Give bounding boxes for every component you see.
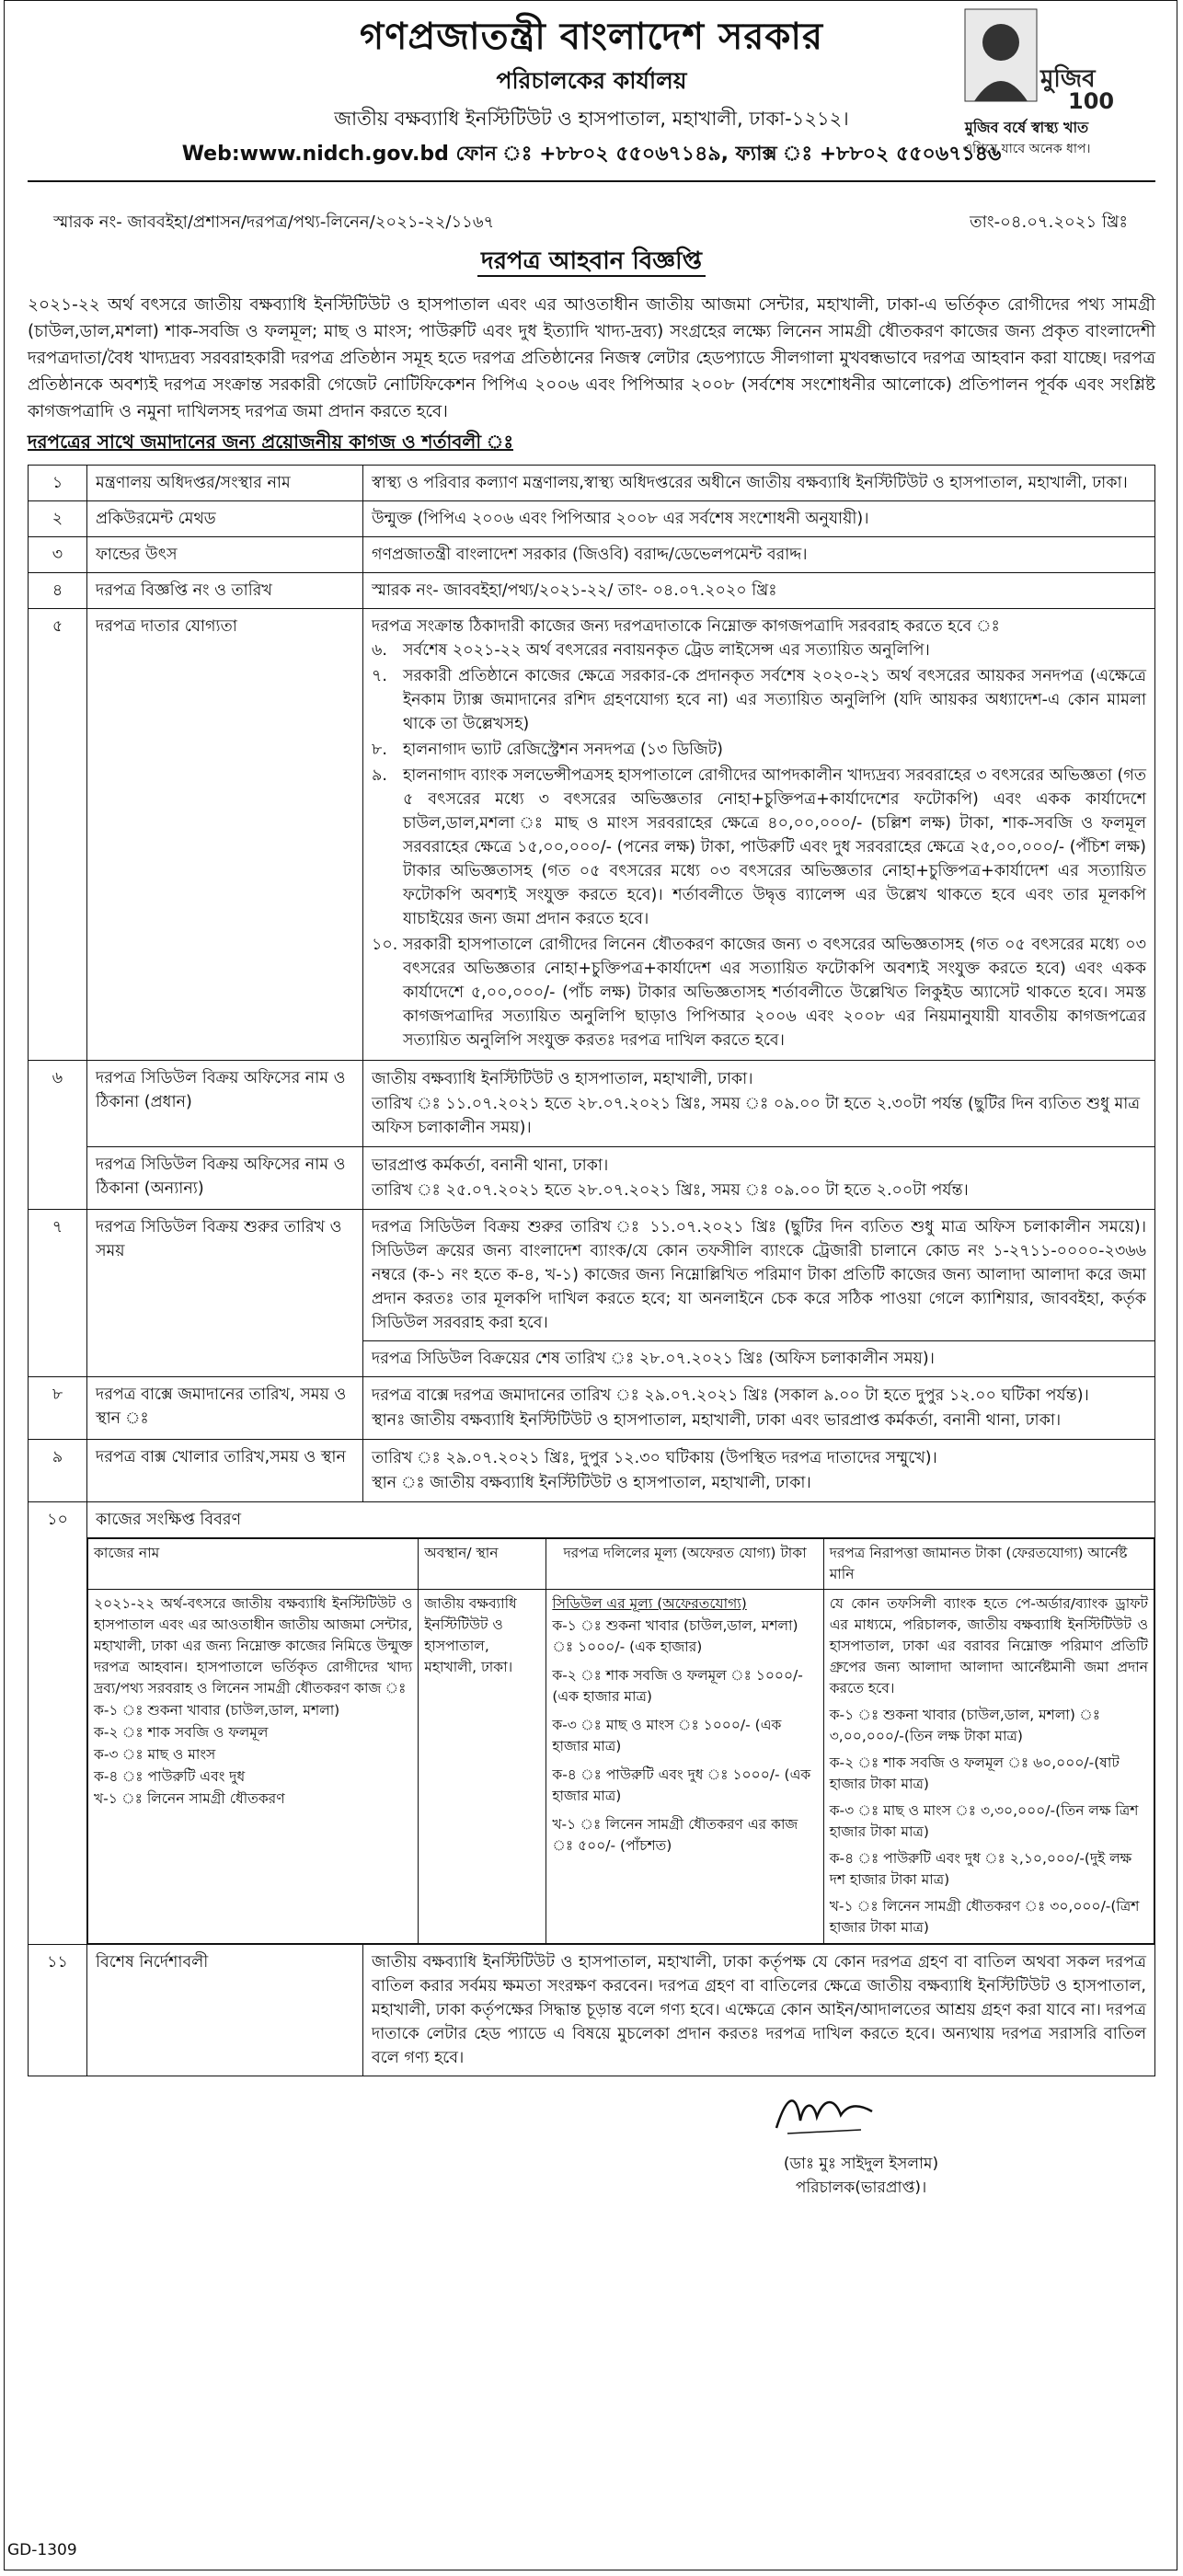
signatory-title: পরিচালক(ভারপ্রাপ্ত)। — [795, 2179, 927, 2197]
item-number: ৯. — [372, 766, 387, 785]
row-serial: ৭ — [29, 1210, 87, 1377]
signature-mark — [769, 2084, 879, 2139]
table-row — [29, 1440, 1155, 1502]
security-item: খ-১ ঃ লিনেন সামগ্রী ধৌতকরণ ঃ ৩০,০০০/-(ত্রিশ হাজার টাকা মাত্র) — [829, 1898, 1140, 1936]
work-intro: ২০২১-২২ অর্থ-বৎসরে জাতীয় বক্ষব্যাধি ইনস্টিটিউট ও হাসপাতাল এবং এর আওতাধীন জাতীয় আজমা সেন্টার, মহাখালী, ঢাকা এর জন্য নিম্নোক্ত কাজের নিমিত্তে উন্মুক্ত দরপত্র আহবান। হাসপাতালে ভর্তিকৃত রোগীদের খাদ্য দ্রব্য/পথ্য সরবরাহ ও লিনেন সামগ্রী ধৌতকরণ কাজ ঃ — [94, 1595, 413, 1696]
submission-date: দরপত্র বাক্সে দরপত্র জমাদানের তারিখ ঃ ২৯.০৭.২০২১ খ্রিঃ (সকাল ৯.০০ টা হতে দুপুর ১২.০০ ঘটিকা পর্যন্ত)। — [372, 1386, 1089, 1405]
item-text: সরকারী হাসপাতালে রোগীদের লিনেন ধৌতকরণ কাজের জন্য ৩ বৎসরের অভিজ্ঞতাসহ (গত ০৫ বৎসরের মধ্যে ০৩ বৎসরের অভিজ্ঞতার নোহা+চুক্তিপত্র+কার্যাদেশ এর সত্যায়িত ফটোকপি অবশ্যই সংযুক্ত করতে হবে) এবং একক কার্যাদেশে ৫,০০,০০০/- (পাঁচ লক্ষ) টাকার অভিজ্ঞতাসহ শর্তাবলীতে উল্লেখিত লিকুইড অ্যাসেট থাকতে হবে। সমস্ত কাগজপত্রাদির সত্যায়িত অনুলিপি ছাড়াও পিপিআর ২০০৬ এবং ২০০৮ এর নিয়মানুযায়ী যাবতীয় কাগজপত্রের সত্যায়িত অনুলিপি সংযুক্ত করতঃ দরপত্র দাখিল করতে হবে। — [403, 936, 1146, 1050]
row-label: দরপত্র বাক্সে জমাদানের তারিখ, সময় ও স্থান ঃ — [87, 1377, 363, 1440]
list-item — [372, 933, 1146, 1052]
row-value — [363, 1061, 1155, 1147]
fee-item: ক-৩ ঃ মাছ ও মাংস ঃ ১০০০/- (এক হাজার মাত্র) — [552, 1717, 782, 1754]
row-value: স্মারক নং- জাববই‌হা/পথ্য/২০২১-২২/ তাং- ০৪.০৭.২০২০ খ্রিঃ — [363, 573, 1155, 609]
row-serial: ১০ — [29, 1502, 87, 1945]
work-item: ক-২ ঃ শাক সবজি ও ফলমূল — [94, 1724, 269, 1741]
table-row — [29, 501, 1155, 537]
sale-time-other: তারিখ ঃ ২৫.০৭.২০২১ হতে ২৮.০৭.২০২১ খ্রিঃ, সময় ঃ ০৯.০০ টা হতে ২.০০টা পর্যন্ত। — [372, 1181, 969, 1200]
list-item — [372, 764, 1146, 931]
security-item: ক-১ ঃ শুকনা খাবার (চাউল,ডাল, মশলা) ঃ ৩,০০,০০০/-(তিন লক্ষ টাকা মাত্র) — [829, 1707, 1100, 1744]
office-name-main: জাতীয় বক্ষব্যাধি ইনস্টিটিউট ও হাসপাতাল, মহাখালী, ঢাকা। — [372, 1070, 753, 1088]
row-value: দরপত্র সিডিউল বিক্রয়ের শেষ তারিখ ঃ ২৮.০৭.২০২১ খ্রিঃ (অফিস চলাকালীন সময়)। — [363, 1341, 1155, 1377]
column-header: দরপত্র দলিলের মূল্য (অফেরত যোগ্য) টাকা — [546, 1539, 823, 1590]
eligibility-lead: দরপত্র সংক্রান্ত ঠিকাদারী কাজের জন্য দরপত্রদাতাকে নিম্নোক্ত কাগজপত্রাদি সরবরাহ করতে হবে ঃ — [372, 617, 1000, 636]
row-label: দরপত্র দাতার যোগ্যতা — [87, 609, 363, 1061]
row-value — [363, 1147, 1155, 1210]
table-row — [29, 1061, 1155, 1147]
fee-item: খ-১ ঃ লিনেন সামগ্রী ধৌতকরণ এর কাজ ঃ ৫০০/- (পাঁচশত) — [552, 1816, 798, 1854]
location-cell: জাতীয় বক্ষব্যাধি ইনস্টিটিউট ও হাসপাতাল, মহাখালী, ঢাকা। — [419, 1590, 546, 1944]
row-label: প্রকিউরমেন্ট মেথড — [87, 501, 363, 537]
list-item — [372, 664, 1146, 736]
column-header: অবস্থান/ স্থান — [419, 1539, 546, 1590]
signature-block — [28, 2076, 1155, 2205]
security-item: ক-২ ঃ শাক সবজি ও ফলমূল ঃ ৬০,০০০/-(ষাট হাজার টাকা মাত্র) — [829, 1754, 1120, 1792]
office-name-other: ভারপ্রাপ্ত কর্মকর্তা, বনানী থানা, ঢাকা। — [372, 1156, 609, 1175]
office-name: পরিচালকের কার্যালয় — [496, 67, 687, 94]
security-cell — [823, 1590, 1154, 1944]
office-address: জাতীয় বক্ষব্যাধি ইনস্টিটিউট ও হাসপাতাল, মহাখালী, ঢাকা-১২১২। — [334, 108, 849, 130]
row-serial: ২ — [29, 501, 87, 537]
submission-place: স্থানঃ জাতীয় বক্ষব্যাধি ইনস্টিটিউট ও হাসপাতাল, মহাখালী, ঢাকা এবং ভারপ্রাপ্ত কর্মকর্তা, বনানী থানা, ঢাকা। — [372, 1411, 1062, 1430]
notice-title-text: দরপত্র আহবান বিজ্ঞপ্তি — [477, 247, 706, 277]
row-label: ফান্ডের উৎস — [87, 537, 363, 573]
item-text: হালনাগাদ ভ্যাট রেজিস্ট্রেশন সনদপত্র (১৩ ডিজিট) — [403, 741, 724, 759]
table-row — [29, 466, 1155, 501]
table-row — [29, 1538, 1155, 1945]
item-number: ৭. — [372, 667, 387, 685]
row-label: দরপত্র সিডিউল বিক্রয় শুরুর তারিখ ও সময় — [87, 1210, 363, 1377]
notice-title — [28, 242, 1155, 282]
sale-time-main: তারিখ ঃ ১১.০৭.২০২১ হতে ২৮.০৭.২০২১ খ্রিঃ, সময় ঃ ০৯.০০ টা হতে ২.৩০টা পর্যন্ত (ছুটির দিন ব্যতিত শুধু মাত্র অফিস চলাকালীন সময়)। — [372, 1095, 1141, 1137]
work-item: খ-১ ঃ লিনেন সামগ্রী ধৌতকরণ — [94, 1790, 285, 1807]
table-row — [29, 537, 1155, 573]
row-label: দরপত্র বাক্স খোলার তারিখ,সময় ও স্থান — [87, 1440, 363, 1502]
item-number: ১০. — [372, 936, 398, 954]
row-serial: ১১ — [29, 1945, 87, 2076]
table-row — [29, 1147, 1155, 1210]
row-value: স্বাস্থ্য ও পরিবার কল্যাণ মন্ত্রণালয়,স্বাস্থ্য অধিদপ্তরের অধীনে জাতীয় বক্ষব্যাধি ইনস্টিটিউট ও হাসপাতাল, মহাখালী, ঢাকা। — [363, 466, 1155, 501]
security-intro: যে কোন তফসিলী ব্যাংক হতে পে-অর্ডার/ব্যাংক ড্রাফট এর মাধ্যমে, পরিচালক, জাতীয় বক্ষব্যাধি ইনস্টিটিউট ও হাসপাতাল, ঢাকা এর বরাবর নিম্নোক্ত পরিমাণ প্রতিটি গ্রুপের জন্য আলাদা আলাদা আর্নেষ্টমানী জমা প্রদান করতে হবে। — [829, 1595, 1148, 1696]
logo-caption-1: মুজিব বর্ষে স্বাস্থ্য খাত — [964, 119, 1089, 136]
table-row — [29, 1377, 1155, 1440]
fee-item: ক-১ ঃ শুকনা খাবার (চাউল,ডাল, মশলা) ঃ ১০০০/- (এক হাজার) — [552, 1617, 798, 1655]
security-item: ক-৪ ঃ পাউরুটি এবং দুধ ঃ ২,১০,০০০/-(দুই লক্ষ দশ হাজার টাকা মাত্র) — [829, 1850, 1132, 1888]
row-serial: ৫ — [29, 609, 87, 1061]
logo-caption-2: এগিয়ে যাবে অনেক ধাপ। — [962, 142, 1091, 156]
opening-place: স্থান ঃ জাতীয় বক্ষব্যাধি ইনস্টিটিউট ও হাসপাতাল, মহাখালী, ঢাকা। — [372, 1474, 811, 1492]
row-value — [363, 1440, 1155, 1502]
letterhead — [28, 0, 1155, 189]
row-label: বিশেষ নির্দেশাবলী — [87, 1945, 363, 2076]
inner-header-row — [88, 1539, 1154, 1590]
list-item — [372, 738, 1146, 762]
row-serial: ৩ — [29, 537, 87, 573]
security-item: ক-৩ ঃ মাছ ও মাংস ঃ ৩,৩০,০০০/-(তিন লক্ষ ত্রিশ হাজার টাকা মাত্র) — [829, 1802, 1139, 1840]
work-item: ক-৩ ঃ মাছ ও মাংস — [94, 1746, 216, 1763]
government-title: গণপ্রজাতন্ত্রী বাংলাদেশ সরকার — [360, 16, 823, 58]
notice-intro: ২০২১-২২ অর্থ বৎসরে জাতীয় বক্ষব্যাধি ইনস্টিটিউট ও হাসপাতাল এবং এর আওতাধীন জাতীয় আজমা সেন্টার, মহাখালী, ঢাকা-এ ভর্তিকৃত রোগীদের পথ্য সামগ্রী (চাউল,ডাল,মশলা) শাক-সবজি ও ফলমূল; মাছ ও মাংস; পাউরুটি এবং দুধ ইত্যাদি খাদ্য-দ্রব্য) সংগ্রহের লক্ষ্যে লিনেন সামগ্রী ধৌতকরণ কাজের জন্য প্রকৃত বাংলাদেশী দরপত্রদাতা/বৈধ খাদ্যদ্রব্য সরবরাহকারী দরপত্র প্রতিষ্ঠান সমূহ হতে দরপত্র প্রতিষ্ঠানের নিজস্ব লেটার হেডপ্যাডে সীলগালা মুখবন্ধভাবে দরপত্র আহবান করা যাচ্ছে। দরপত্র প্রতিষ্ঠানকে অবশ্যই দরপত্র সংক্রান্ত সরকারী গেজেট নোটিফিকেশন পিপিএ ২০০৬ এবং পিপিআর ২০০৮ (সর্বশেষ সংশোধনীর আলোকে) প্রতিপালন পূর্বক এবং সংশ্লিষ্ট কাগজপত্রাদি ও নমুনা দাখিলসহ দরপত্র জমা প্রদান করতে হবে। — [28, 295, 1155, 421]
row-value — [363, 609, 1155, 1061]
fee-item: ক-২ ঃ শাক সবজি ও ফলমূল ঃ ১০০০/- (এক হাজার মাত্র) — [552, 1667, 803, 1705]
work-summary-table — [87, 1538, 1154, 1944]
conditions-heading: দরপত্রের সাথে জমাদানের জন্য প্রয়োজনীয় কাগজ ও শর্তাবলী ঃ — [28, 431, 513, 453]
row-serial: ৬ — [29, 1061, 87, 1210]
conditions-table — [28, 465, 1155, 2076]
row-label: মন্ত্রণালয় অধিদপ্তর/সংস্থার নাম — [87, 466, 363, 501]
item-number: ৮. — [372, 741, 387, 759]
item-text: হালনাগাদ ব্যাংক সলভেন্সীপত্রসহ হাসপাতালে রোগীদের আপদকালীন খাদ্যদ্রব্য সরবরাহের ৩ বৎসরের অভিজ্ঞতা (গত ৫ বৎসরের মধ্যে ৩ বৎসরের অভিজ্ঞতার নোহা+চুক্তিপত্র+কার্যাদেশের ফটোকপি) এবং একক কার্যাদেশে চাউল,ডাল,মশলা ঃ মাছ ও মাংস সরবরাহের ক্ষেত্রে ৪০,০০,০০০/- (চল্লিশ লক্ষ) টাকা, শাক-সবজি ও ফলমূল সরবরাহের ক্ষেত্রে ১৫,০০,০০০/- (পনের লক্ষ) টাকা, পাউরুটি এবং দুধ সরবরাহের ক্ষেত্রে ২৫,০০,০০০/- (পঁচিশ লক্ষ) টাকার অভিজ্ঞতাসহ (গত ০৫ বৎসরের মধ্যে ০৩ বৎসরের অভিজ্ঞতার নোহা+চুক্তিপত্র+কার্যাদেশ এর সত্যায়িত ফটোকপি অবশ্যই সংযুক্ত করতে হবে)। শর্তাবলীতে উদ্বৃত্ত ব্যালেন্স এর উল্লেখ থাকতে হবে এবং তার মূলকপি যাচাইয়ের জন্য জমা প্রদান করতে হবে। — [403, 766, 1146, 928]
inner-body-row — [88, 1590, 1154, 1944]
table-row — [29, 609, 1155, 1061]
logo-word: মুজিব — [1040, 65, 1096, 93]
work-summary-cell — [87, 1538, 1155, 1945]
fee-cell — [546, 1590, 823, 1944]
column-header: দরপত্র নিরাপত্তা জামানত টাকা (ফেরতযোগ্য) আর্নেষ্ট মানি — [823, 1539, 1154, 1590]
table-row — [29, 1502, 1155, 1538]
row-serial: ৮ — [29, 1377, 87, 1440]
memo-line — [28, 189, 1155, 232]
table-row — [29, 1945, 1155, 2076]
header-rule — [28, 180, 1155, 182]
list-item — [372, 638, 1146, 662]
row-value: জাতীয় বক্ষব্যাধি ইনস্টিটিউট ও হাসপাতাল, মহাখালী, ঢাকা কর্তৃপক্ষ যে কোন দরপত্র গ্রহণ বা বাতিল অথবা সকল দরপত্র বাতিল করার সর্বময় ক্ষমতা সংরক্ষণ করবেন। দরপত্র গ্রহণ বা বাতিলের ক্ষেত্রে জাতীয় বক্ষব্যাধি ইনস্টিটিউট ও হাসপাতাল, মহাখালী, ঢাকা কর্তৃপক্ষের সিদ্ধান্ত চূড়ান্ত বলে গণ্য হবে। এক্ষেত্রে কোন আইন/আদালতের আশ্রয় গ্রহণ করা যাবে না। দরপত্র দাতাকে লেটার হেড প্যাডে এ বিষয়ে মুচলেকা প্রদান করতঃ দরপত্র দাখিল করতে হবে। অন্যথায় দরপত্র সরাসরি বাতিল বলে গণ্য হবে। — [363, 1945, 1155, 2076]
work-item: ক-৪ ঃ পাউরুটি এবং দুধ — [94, 1768, 246, 1785]
row-serial: ৪ — [29, 573, 87, 609]
row-value: গণপ্রজাতন্ত্রী বাংলাদেশ সরকার (জিওবি) বরাদ্দ/ডেভেলপমেন্ট বরাদ্দ। — [363, 537, 1155, 573]
contact-line: Web:www.nidch.gov.bd ফোন ঃ +৮৮০২ ৫৫০৬৭১৪৯, ফ্যাক্স ঃ +৮৮০২ ৫৫০৬৭১৪৬ — [181, 143, 1002, 166]
row-label: দরপত্র সিডিউল বিক্রয় অফিসের নাম ও ঠিকানা (অন্যান্য) — [87, 1147, 363, 1210]
gd-code: GD-1309 — [7, 2541, 77, 2559]
signatory-name: (ডাঃ মুঃ সাইদুল ইসলাম) — [783, 2155, 939, 2173]
item-text: সর্বশেষ ২০২১-২২ অর্থ বৎসরের নবায়নকৃত ট্রেড লাইসেন্স এর সত্যায়িত অনুলিপি। — [403, 641, 930, 660]
row-serial: ৯ — [29, 1440, 87, 1502]
memo-reference: স্মারক নং- জাবব‌ই‌হা/প্রশাসন/দরপত্র/পথ্য-লিনেন/২০২১-২২/১১৬৭ — [53, 213, 495, 232]
row-value: উন্মুক্ত (পিপিএ ২০০৬ এবং পিপিআর ২০০৮ এর সর্বশেষ সংশোধনী অনুযায়ী)। — [363, 501, 1155, 537]
fee-item: ক-৪ ঃ পাউরুটি এবং দুধ ঃ ১০০০/- (এক হাজার মাত্র) — [552, 1766, 811, 1804]
fee-heading: সিডিউল এর মূল্য (অফেরতযোগ্য) — [552, 1595, 747, 1612]
mujib-year-logo — [958, 6, 1119, 116]
column-header: কাজের নাম — [88, 1539, 419, 1590]
item-text: সরকারী প্রতিষ্ঠানে কাজের ক্ষেত্রে সরকার-কে প্রদানকৃত সর্বশেষ ২০২০-২১ অর্থ বৎসরের আয়কর সনদপত্র (এক্ষেত্রে ইনকাম ট্যাক্স জমাদানের রশিদ গ্রহণযোগ্য হবে না) এর সত্যায়িত অনুলিপি (যদি আয়কর অধ্যাদেশ-এ কোন মামলা থাকে তা উল্লেখসহ) — [403, 667, 1146, 733]
work-name-cell — [88, 1590, 419, 1944]
item-number: ৬. — [372, 641, 387, 660]
memo-date: তাং-০৪.০৭.২০২১ খ্রিঃ — [970, 213, 1128, 232]
opening-date: তারিখ ঃ ২৯.০৭.২০২১ খ্রিঃ, দুপুর ১২.৩০ ঘটিকায় (উপস্থিত দরপত্র দাতাদের সম্মুখে)। — [372, 1449, 937, 1467]
row-value — [363, 1377, 1155, 1440]
table-row — [29, 1210, 1155, 1341]
row-label: দরপত্র বিজ্ঞপ্তি নং ও তারিখ — [87, 573, 363, 609]
row-serial: ১ — [29, 466, 87, 501]
logo-year: 100 — [1068, 88, 1115, 114]
row-value: দরপত্র সিডিউল বিক্রয় শুরুর তারিখ ঃ ১১.০৭.২০২১ খ্রিঃ (ছুটির দিন ব্যতিত শুধু মাত্র অফিস চলাকালীন সময়ে)। সিডিউল ক্রয়ের জন্য বাংলাদেশ ব্যাংক/যে কোন তফসীলি ব্যাংকে ট্রেজারী চালানে কোড নং ১-২৭১১-০০০০-২৩৬৬ নম্বরে (ক-১ নং হতে ক-৪, খ-১) কাজের জন্য নিম্নোল্লিখিত পরিমাণ টাকা প্রতিটি কাজের জন্য আলাদা আলাদা করে জমা প্রদান করতঃ তার মূলকপি দাখিল করতে হবে; যা অনলাইনে চেক করে সঠিক পাওয়া গেলে ক্যাশিয়ার, জাববই‌হা, কর্তৃক সিডিউল সরবরাহ করা হবে। — [363, 1210, 1155, 1341]
row-label: কাজের সংক্ষিপ্ত বিবরণ — [87, 1502, 1155, 1538]
table-row — [29, 573, 1155, 609]
row-label: দরপত্র সিডিউল বিক্রয় অফিসের নাম ও ঠিকানা (প্রধান) — [87, 1061, 363, 1147]
work-item: ক-১ ঃ শুকনা খাবার (চাউল,ডাল, মশলা) — [94, 1702, 340, 1719]
